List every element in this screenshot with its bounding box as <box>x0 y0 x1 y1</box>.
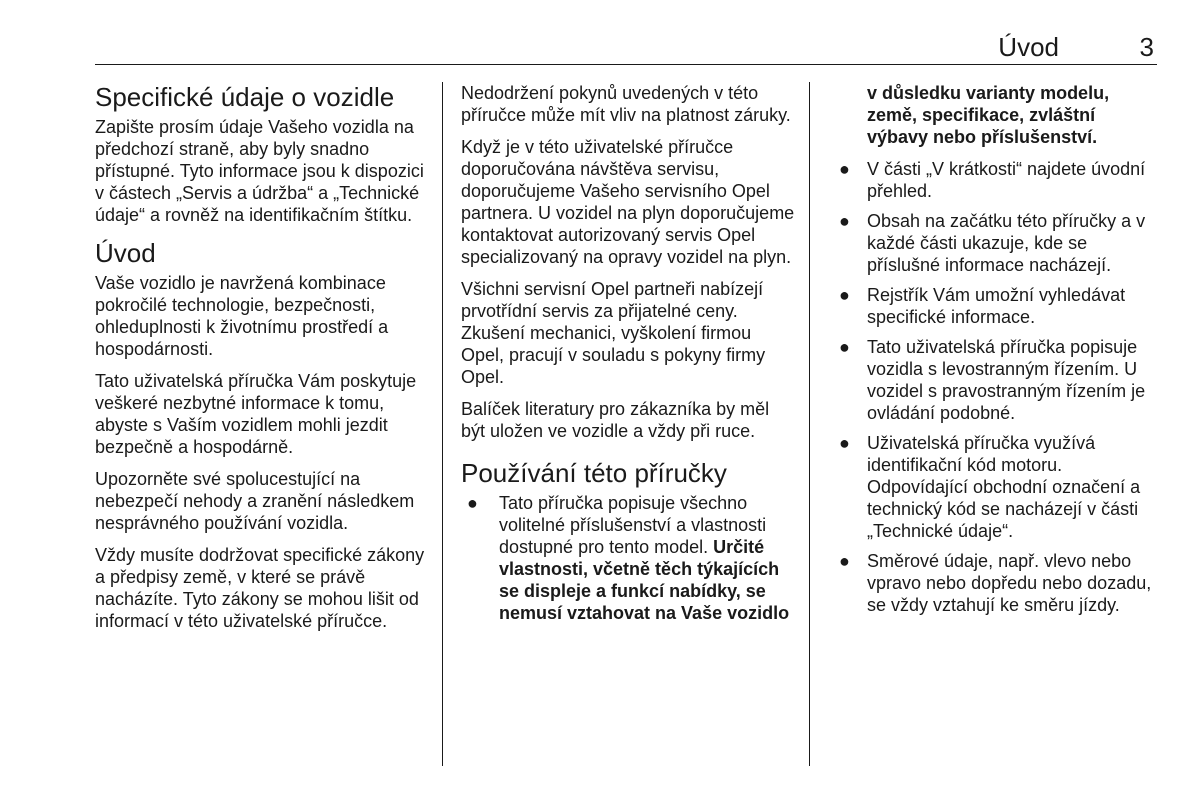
list-item <box>839 432 1159 542</box>
list-item <box>839 210 1159 276</box>
paragraph-intro-3: Upozorněte své spolucestující na nebezpečí nehody a zranění následkem nesprávného používání vozidla. <box>95 469 415 533</box>
list-item-text: Tato uživatelská příručka popisuje vozidla s levostranným řízením. U vozidel s pravostranným řízením je ovládání podobné. <box>867 337 1146 423</box>
bullet-icon: ● <box>839 159 850 179</box>
bullet-icon: ● <box>467 493 478 513</box>
column-divider-right <box>809 82 810 766</box>
usage-list <box>461 492 796 624</box>
list-item <box>839 550 1159 616</box>
paragraph-intro-1: Vaše vozidlo je navržená kombinace pokročilé technologie, bezpečnosti, ohleduplnosti k životnímu prostředí a hospodárnosti. <box>95 273 389 359</box>
list-item-text: Tato příručka popisuje všechno volitelné příslušenství a vlastnosti dostupné pro tento model. <box>499 493 767 557</box>
heading-using-manual: Používání této příručky <box>461 458 727 488</box>
column-middle <box>461 82 796 632</box>
list-item <box>839 336 1159 424</box>
paragraph-service: Když je v této uživatelské příručce doporučována návštěva servisu, doporučujeme Vašeho servisního Opel partnera. U vozidel na plyn doporučujeme kontaktovat autorizovaný servis Opel specializovaný na opravy vozidel na plyn. <box>461 137 795 267</box>
column-left <box>95 82 430 642</box>
paragraph-warranty: Nedodržení pokynů uvedených v této příručce může mít vliv na platnost záruky. <box>461 83 791 125</box>
page-number: 3 <box>1139 32 1154 62</box>
list-item-continuation: v důsledku varianty modelu, země, specifikace, zvláštní výbavy nebo příslušenství. <box>867 83 1110 147</box>
bullet-icon: ● <box>839 337 850 357</box>
header-title: Úvod <box>998 32 1059 62</box>
paragraph-intro-2: Tato uživatelská příručka Vám poskytuje veškeré nezbytné informace k tomu, abyste s Vaším vozidlem mohli jezdit bezpečně a hospodárně. <box>95 371 417 457</box>
bullet-icon: ● <box>839 551 850 571</box>
list-item-bold-text: Určité vlastnosti, včetně těch týkajících se displeje a funkcí nabídky, se nemusí vztahovat na Vaše vozidlo <box>499 537 790 623</box>
list-item-text: Obsah na začátku této příručky a v každé části ukazuje, kde se příslušné informace nacházejí. <box>867 211 1146 275</box>
list-item-text: Rejstřík Vám umožní vyhledávat specifické informace. <box>867 285 1126 327</box>
page-header <box>95 30 1157 65</box>
bullet-icon: ● <box>839 433 850 453</box>
paragraph-literature: Balíček literatury pro zákazníka by měl být uložen ve vozidle a vždy při ruce. <box>461 399 770 441</box>
paragraph-vehicle-data: Zapište prosím údaje Vašeho vozidla na předchozí straně, aby byly snadno přístupné. Tyto informace jsou k dispozici v částech „Servis a údržba“ a „Technické údaje“ a rovněž na identifikačním štítku. <box>95 117 424 225</box>
bullet-icon: ● <box>839 211 850 231</box>
heading-vehicle-data: Specifické údaje o vozidle <box>95 82 395 112</box>
list-item <box>839 284 1159 328</box>
paragraph-intro-4: Vždy musíte dodržovat specifické zákony a předpisy země, v které se právě nacházíte. Tyto zákony se mohou lišit od informací v této uživatelské příručce. <box>95 545 425 631</box>
usage-list-continued <box>839 158 1159 616</box>
column-right <box>839 82 1159 624</box>
bullet-icon: ● <box>839 285 850 305</box>
list-item <box>461 492 796 624</box>
list-item <box>839 158 1159 202</box>
list-item-text: V části „V krátkosti“ najdete úvodní přehled. <box>867 159 1146 201</box>
paragraph-partners: Všichni servisní Opel partneři nabízejí prvotřídní servis za přijatelné ceny. Zkušení mechanici, vyškolení firmou Opel, pracují v souladu s pokyny firmy Opel. <box>461 279 766 387</box>
heading-intro: Úvod <box>95 238 156 268</box>
column-divider-left <box>442 82 443 766</box>
list-item-text: Uživatelská příručka využívá identifikační kód motoru. Odpovídající obchodní označení a technický kód se nacházejí v části „Technické údaje“. <box>867 433 1141 541</box>
list-item-text: Směrové údaje, např. vlevo nebo vpravo nebo dopředu nebo dozadu, se vždy vztahují ke směru jízdy. <box>867 551 1152 615</box>
